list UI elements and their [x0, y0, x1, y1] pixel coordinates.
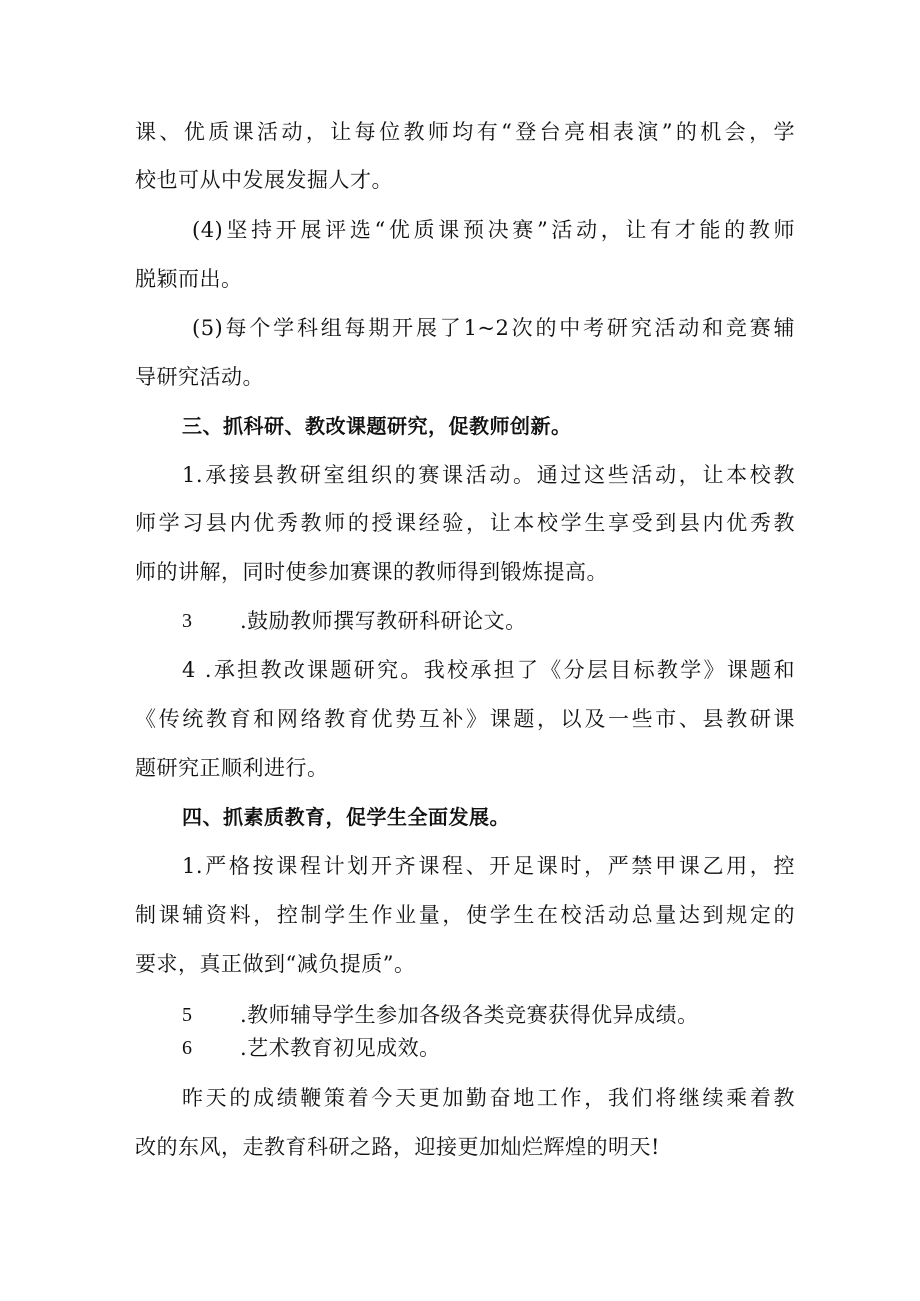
paragraph-3-line-2: 导研究活动。 — [135, 365, 264, 389]
paragraph-10-line-2: 改的东风，走教育科研之路，迎接更加灿烂辉煌的明天! — [135, 1135, 660, 1159]
paragraph-6-line-3: 题研究正顺利进行。 — [135, 756, 329, 780]
list-item-6-text: .艺术教育初见成效。 — [240, 1036, 441, 1060]
list-item-3-text: .鼓励教师撰写教研科研论文。 — [240, 609, 527, 633]
list-number-5: 5 — [182, 1004, 192, 1026]
paragraph-4-line-1: 1.承接县教研室组织的赛课活动。通过这些活动，让本校教 — [182, 463, 795, 487]
paragraph-7-line-1: 1.严格按课程计划开齐课程、开足课时，严禁甲课乙用，控 — [182, 854, 795, 878]
list-number-6: 6 — [182, 1037, 192, 1059]
paragraph-7-line-2: 制课辅资料，控制学生作业量，使学生在校活动总量达到规定的 — [135, 903, 795, 927]
paragraph-1-line-2: 校也可从中发展发掘人才。 — [135, 168, 393, 192]
paragraph-7-line-3: 要求，真正做到“减负提质”。 — [135, 952, 416, 976]
paragraph-2-line-2: 脱颖而出。 — [135, 267, 243, 291]
paragraph-4-line-3: 师的讲解，同时使参加赛课的教师得到锻炼提高。 — [135, 560, 608, 584]
list-number-3: 3 — [182, 610, 192, 632]
paragraph-3-line-1: (5)每个学科组每期开展了1~2次的中考研究活动和竞赛辅 — [192, 316, 795, 340]
paragraph-6-line-1: 4 .承担教改课题研究。我校承担了《分层目标教学》课题和 — [182, 658, 795, 682]
paragraph-6-line-2: 《传统教育和网络教育优势互补》课题，以及一些市、县教研课 — [135, 707, 795, 731]
paragraph-10-line-1: 昨天的成绩鞭策着今天更加勤奋地工作，我们将继续乘着教 — [182, 1086, 795, 1110]
paragraph-4-line-2: 师学习县内优秀教师的授课经验，让本校学生享受到县内优秀教 — [135, 511, 795, 535]
section-heading-3: 三、抓科研、教改课题研究，促教师创新。 — [182, 414, 572, 438]
paragraph-1-line-1: 课、优质课活动，让每位教师均有“登台亮相表演”的机会，学 — [135, 120, 795, 144]
section-heading-4: 四、抓素质教育，促学生全面发展。 — [182, 805, 510, 829]
paragraph-2-line-1: (4)坚持开展评选“优质课预决赛”活动，让有才能的教师 — [192, 218, 795, 242]
list-item-5-text: .教师辅导学生参加各级各类竞赛获得优异成绩。 — [240, 1003, 699, 1027]
